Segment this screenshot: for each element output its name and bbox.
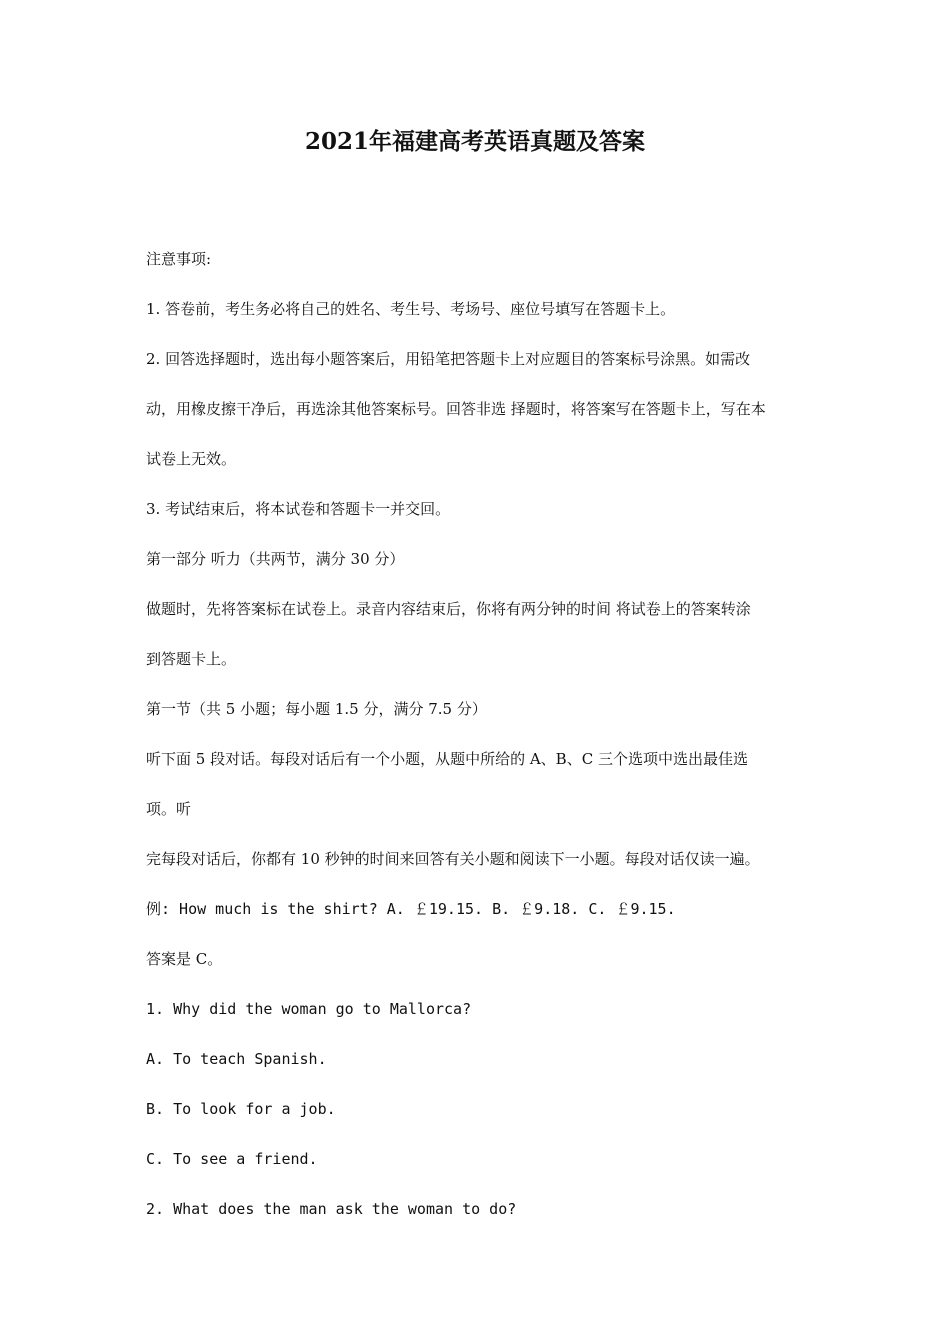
- instruction-item-1: 1. 答卷前，考生务必将自己的姓名、考生号、考场号、座位号填写在答题卡上。: [146, 300, 676, 318]
- example-answer: 答案是 C。: [146, 950, 223, 968]
- part-one-directions-cont: 到答题卡上。: [146, 650, 237, 668]
- question-1-option-b: B. To look for a job.: [146, 1100, 336, 1118]
- section-one-heading: 第一节（共 5 小题；每小题 1.5 分，满分 7.5 分）: [146, 700, 487, 718]
- question-1-option-c: C. To see a friend.: [146, 1150, 318, 1168]
- instruction-item-2-cont: 动，用橡皮擦干净后，再选涂其他答案标号。回答非选 择题时，将答案写在答题卡上，写在本: [146, 400, 766, 418]
- instruction-item-2-end: 试卷上无效。: [146, 450, 237, 468]
- question-1: 1. Why did the woman go to Mallorca?: [146, 1000, 472, 1018]
- question-1-option-a: A. To teach Spanish.: [146, 1050, 327, 1068]
- example-question: 例: How much is the shirt? A. ￡19.15. B. ￡9.18. C. ￡9.15.: [146, 900, 676, 918]
- instruction-item-3: 3. 考试结束后，将本试卷和答题卡一并交回。: [146, 500, 451, 518]
- instruction-item-2: 2. 回答选择题时，选出每小题答案后，用铅笔把答题卡上对应题目的答案标号涂黑。如需改: [146, 350, 751, 368]
- question-2: 2. What does the man ask the woman to do?: [146, 1200, 517, 1218]
- document-title: 2021年福建高考英语真题及答案: [304, 128, 645, 155]
- section-one-directions-end: 完每段对话后，你都有 10 秒钟的时间来回答有关小题和阅读下一小题。每段对话仅读一遍。: [146, 850, 760, 868]
- part-one-directions: 做题时，先将答案标在试卷上。录音内容结束后，你将有两分钟的时间 将试卷上的答案转涂: [146, 600, 751, 618]
- section-one-directions: 听下面 5 段对话。每段对话后有一个小题，从题中所给的 A、B、C 三个选项中选出最佳选: [146, 750, 748, 768]
- section-one-directions-cont: 项。听: [146, 800, 192, 818]
- instructions-heading: 注意事项:: [146, 250, 212, 268]
- part-one-heading: 第一部分 听力（共两节，满分 30 分）: [146, 550, 405, 568]
